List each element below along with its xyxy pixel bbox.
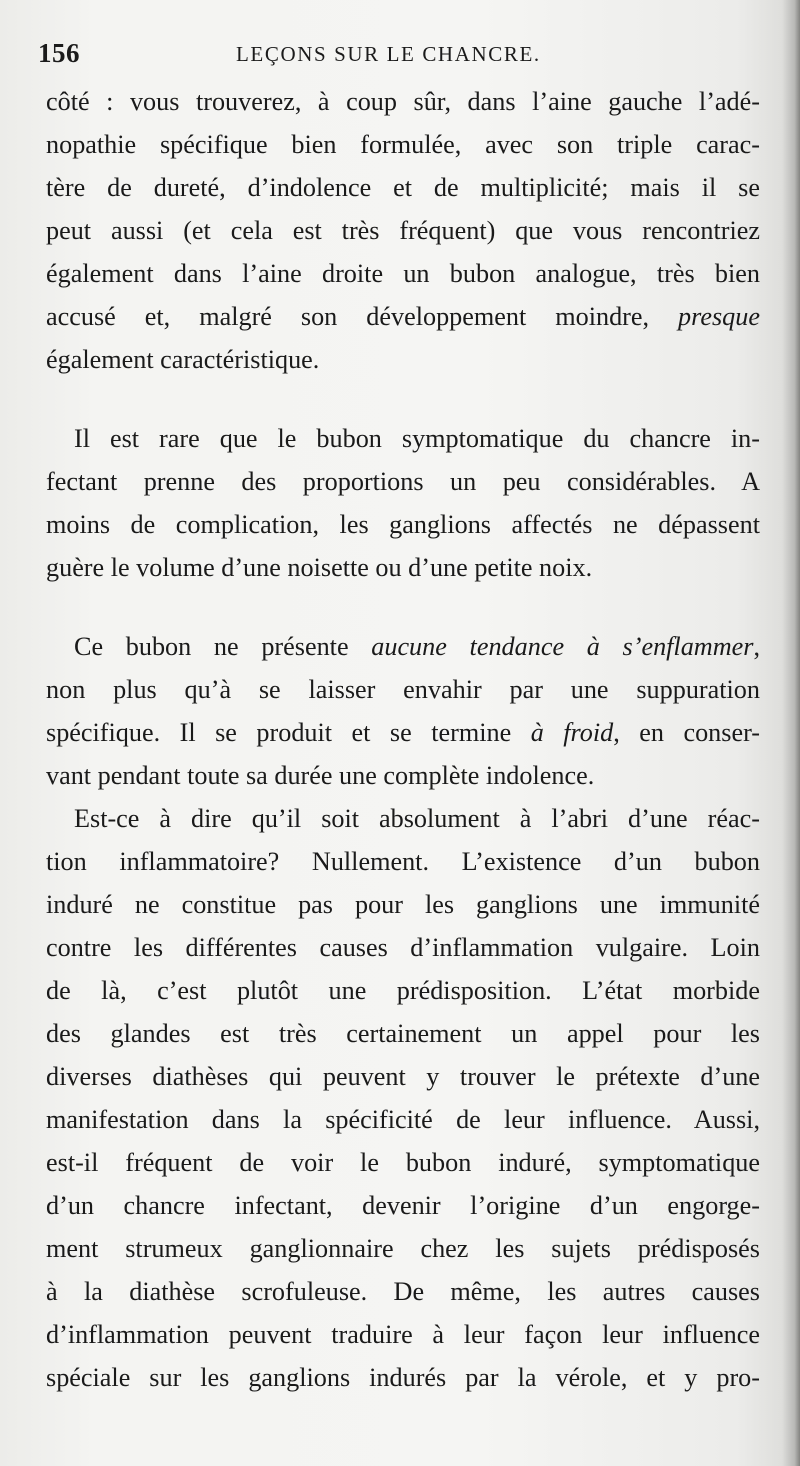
text-line: des glandes est très certainement un appel pour les <box>46 1019 760 1048</box>
text-run: spécifique. Il se produit et se termine <box>46 718 531 747</box>
text-line: tère de dureté, d’indolence et de multiplicité; mais il se <box>46 173 760 202</box>
text-run: , <box>753 632 760 661</box>
text-line: est-il fréquent de voir le bubon induré, symptomatique <box>46 1148 760 1177</box>
text-line: fectant prenne des proportions un peu considérables. A <box>46 467 760 496</box>
text-line <box>46 625 760 668</box>
text-run: , en conser- <box>613 718 760 747</box>
text-line <box>46 711 760 754</box>
text-line: Est-ce à dire qu’il soit absolument à l’abri d’une réac- <box>74 804 760 833</box>
text-line: d’un chancre infectant, devenir l’origine d’un engorge- <box>46 1191 760 1220</box>
page-number: 156 <box>38 38 80 68</box>
text-line: contre les différentes causes d’inflammation vulgaire. Loin <box>46 933 760 962</box>
text-line: ment strumeux ganglionnaire chez les sujets prédisposés <box>46 1234 760 1263</box>
body-text <box>46 80 760 1399</box>
text-line: tion inflammatoire? Nullement. L’existence d’un bubon <box>46 847 760 876</box>
text-line: induré ne constitue pas pour les ganglions une immunité <box>46 890 760 919</box>
text-run: accusé et, malgré son développement moindre, <box>46 302 679 331</box>
text-line: spéciale sur les ganglions indurés par la vérole, et y pro- <box>46 1363 760 1392</box>
text-line: à la diathèse scrofuleuse. De même, les autres causes <box>46 1277 760 1306</box>
text-run: Ce bubon ne présente <box>74 632 372 661</box>
paragraph-gap <box>46 589 760 625</box>
running-head <box>38 38 760 78</box>
text-line: de là, c’est plutôt une prédisposition. L’état morbide <box>46 976 760 1005</box>
italic-text: à froid <box>530 718 614 747</box>
text-line: manifestation dans la spécificité de leur influence. Aussi, <box>46 1105 760 1134</box>
text-line <box>46 295 760 338</box>
text-line: côté : vous trouverez, à coup sûr, dans l’aine gauche l’adé- <box>46 87 760 116</box>
page-edge-shadow <box>782 0 800 1466</box>
text-line: peut aussi (et cela est très fréquent) que vous rencontriez <box>46 216 760 245</box>
text-line: Il est rare que le bubon symptomatique du chancre in- <box>74 424 760 453</box>
paragraph-gap <box>46 381 760 417</box>
text-line: d’inflammation peuvent traduire à leur façon leur influence <box>46 1320 760 1349</box>
text-line: diverses diathèses qui peuvent y trouver le prétexte d’une <box>46 1062 760 1091</box>
italic-text: aucune tendance à s’enflammer <box>371 632 754 661</box>
text-line: également dans l’aine droite un bubon analogue, très bien <box>46 259 760 288</box>
text-line: guère le volume d’une noisette ou d’une petite noix. <box>46 553 593 582</box>
text-line: moins de complication, les ganglions affectés ne dépassent <box>46 510 760 539</box>
text-line: non plus qu’à se laisser envahir par une suppuration <box>46 675 760 704</box>
text-line: nopathie spécifique bien formulée, avec son triple carac- <box>46 130 760 159</box>
running-title: LEÇONS SUR LE CHANCRE. <box>236 42 541 66</box>
text-line: également caractéristique. <box>46 345 320 374</box>
italic-text: presque <box>678 302 760 331</box>
text-line: vant pendant toute sa durée une complète indolence. <box>46 761 595 790</box>
